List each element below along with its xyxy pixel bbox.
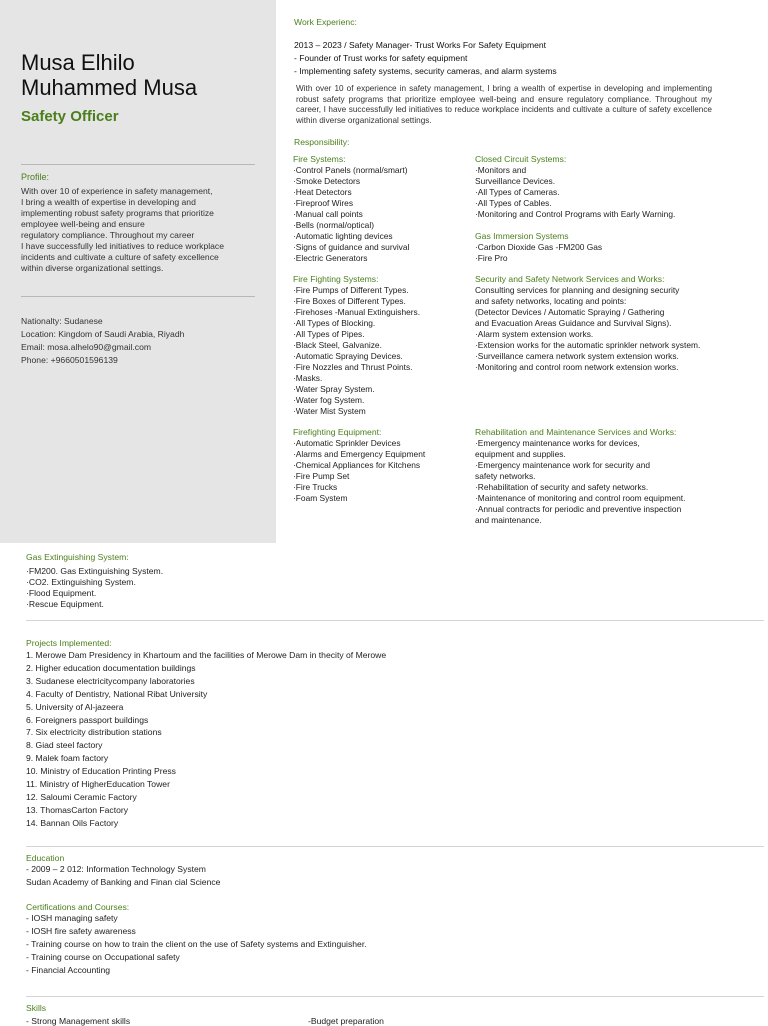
fire-fighting-systems-section xyxy=(293,274,469,417)
list-item: ·Maintenance of monitoring and control room equipment. xyxy=(475,493,686,503)
list-item: ·Electric Generators xyxy=(293,253,368,263)
cctv-section xyxy=(475,154,763,220)
profile-line: I bring a wealth of expertise in developing and xyxy=(21,197,196,207)
gas-extinguishing-section xyxy=(26,552,163,610)
section-heading: Fire Fighting Systems: xyxy=(293,274,379,284)
list-item: ·Annual contracts for periodic and preventive inspection xyxy=(475,504,682,514)
skills-heading: Skills xyxy=(26,1003,47,1013)
contact-block xyxy=(21,315,271,367)
list-item: ·All Types of Pipes. xyxy=(293,329,365,339)
section-heading: Education xyxy=(26,853,65,863)
profile-line: incidents and cultivate a culture of safety excellence xyxy=(21,252,219,262)
list-item: ·Bells (normal/optical) xyxy=(293,220,374,230)
list-item: 3. Sudanese electricitycompany laboratories xyxy=(26,675,195,686)
list-item: - IOSH fire safety awareness xyxy=(26,925,136,936)
list-item: - IOSH managing safety xyxy=(26,913,118,923)
name-line-2: Muhammed Musa xyxy=(21,75,198,100)
list-item: ·Automatic Sprinkler Devices xyxy=(293,438,401,448)
list-item: (Detector Devices / Automatic Spraying / Gathering xyxy=(475,307,665,317)
section-heading: Gas Extinguishing System: xyxy=(26,552,129,562)
list-item: 11. Ministry of HigherEducation Tower xyxy=(26,779,170,790)
list-item: ·Extension works for the automatic sprinkler network system. xyxy=(475,340,701,350)
list-item: 4. Faculty of Dentistry, National Ribat University xyxy=(26,688,208,699)
profile-line: implementing robust safety programs that prioritize xyxy=(21,208,214,218)
rehabilitation-section xyxy=(475,427,763,526)
list-item: ·Control Panels (normal/smart) xyxy=(293,165,408,175)
list-item: ·Water Mist System xyxy=(293,406,366,416)
list-item: ·Fire Pro xyxy=(475,253,508,263)
list-item: 5. University of Al-jazeera xyxy=(26,701,124,712)
list-item: ·CO2. Extinguishing System. xyxy=(26,577,136,587)
list-item: ·Emergency maintenance works for devices, xyxy=(475,438,640,448)
list-item: 6. Foreigners passport buildings xyxy=(26,714,149,725)
list-item: 8. Giad steel factory xyxy=(26,740,103,751)
list-item: ·Fire Boxes of Different Types. xyxy=(293,296,406,306)
work-experience-heading: Work Experienc: xyxy=(294,17,357,27)
responsibility-heading: Responsibility: xyxy=(294,137,350,147)
section-heading: Closed Circuit Systems: xyxy=(475,154,567,164)
list-item: 2. Higher education documentation buildings xyxy=(26,662,196,673)
list-item: ·Fire Pumps of Different Types. xyxy=(293,285,409,295)
sidebar xyxy=(0,0,276,543)
list-item: ·Monitoring and control room network extension works. xyxy=(475,362,679,372)
list-item: ·All Types of Cameras. xyxy=(475,187,560,197)
list-item: ·Heat Detectors xyxy=(293,187,352,197)
list-item: ·Emergency maintenance work for security and xyxy=(475,460,651,470)
profile-line: I have successfully led initiatives to reduce workplace xyxy=(21,241,225,251)
profile-text xyxy=(21,186,266,274)
gas-immersion-section xyxy=(475,231,763,264)
network-services-section xyxy=(475,274,763,373)
list-item: ·Fire Trucks xyxy=(293,482,338,492)
projects-section xyxy=(26,638,386,830)
list-item: - Training course on how to train the client on the use of Safety systems and Extinguisher. xyxy=(26,938,367,949)
list-item: ·Fire Nozzles and Thrust Points. xyxy=(293,362,413,372)
list-item: 14. Bannan Oils Factory xyxy=(26,817,119,828)
divider xyxy=(21,296,255,297)
list-item: and safety networks, locating and points: xyxy=(475,296,627,306)
list-item: 9. Malek foam factory xyxy=(26,753,109,764)
list-item: ·Foam System xyxy=(293,493,348,503)
email[interactable]: Email: mosa.alhelo90@gmail.com xyxy=(21,342,152,352)
list-item: Sudan Academy of Banking and Finan cial Science xyxy=(26,876,221,887)
work-line-2: - Founder of Trust works for safety equipment xyxy=(294,53,468,63)
list-item: 7. Six electricity distribution stations xyxy=(26,727,162,738)
list-item: ·Rescue Equipment. xyxy=(26,599,104,609)
location: Location: Kingdom of Saudi Arabia, Riyadh xyxy=(21,329,185,339)
list-item: - Training course on Occupational safety xyxy=(26,951,180,962)
list-item: - 2009 – 2 012: Information Technology System xyxy=(26,864,206,874)
list-item: Surveillance Devices. xyxy=(475,176,556,186)
list-item: 1. Merowe Dam Presidency in Khartoum and the facilities of Merowe Dam in thecity of Merowe xyxy=(26,650,387,660)
profile-heading: Profile: xyxy=(21,172,50,182)
work-line-3: - Implementing safety systems, security cameras, and alarm systems xyxy=(294,66,557,76)
list-item: ·Carbon Dioxide Gas -FM200 Gas xyxy=(475,242,603,252)
list-item: ·Monitoring and Control Programs with Early Warning. xyxy=(475,209,676,219)
list-item: 12. Saloumi Ceramic Factory xyxy=(26,791,137,802)
list-item: ·Water fog System. xyxy=(293,395,365,405)
list-item: and maintenance. xyxy=(475,515,542,525)
section-heading: Gas Immersion Systems xyxy=(475,231,569,241)
list-item: ·FM200. Gas Extinguishing System. xyxy=(26,566,164,576)
divider xyxy=(26,996,764,997)
profile-line: regulatory compliance. Throughout my career xyxy=(21,230,195,240)
list-item: ·Chemical Appliances for Kitchens xyxy=(293,460,421,470)
list-item: ·Black Steel, Galvanize. xyxy=(293,340,382,350)
list-item: ·Fire Pump Set xyxy=(293,471,350,481)
section-heading: Security and Safety Network Services and Works: xyxy=(475,274,665,284)
list-item: ·Smoke Detectors xyxy=(293,176,361,186)
divider xyxy=(21,164,255,165)
list-item: ·Masks. xyxy=(293,373,323,383)
list-item: ·All Types of Cables. xyxy=(475,198,552,208)
person-name xyxy=(21,50,271,100)
education-section xyxy=(26,853,220,889)
fire-systems-section xyxy=(293,154,469,264)
list-item: ·Automatic Spraying Devices. xyxy=(293,351,403,361)
list-item: ·Fireproof Wires xyxy=(293,198,354,208)
list-item: ·Automatic lighting devices xyxy=(293,231,393,241)
list-item: safety networks. xyxy=(475,471,536,481)
profile-line: employee well-being and ensure xyxy=(21,219,145,229)
section-heading: Certifications and Courses: xyxy=(26,902,130,912)
list-item: - Financial Accounting xyxy=(26,964,111,975)
profile-line: within diverse organizational settings. xyxy=(21,263,164,273)
skill-item: -Budget preparation xyxy=(308,1016,384,1026)
list-item: ·Water Spray System. xyxy=(293,384,375,394)
list-item: 10. Ministry of Education Printing Press xyxy=(26,766,176,777)
list-item: ·Manual call points xyxy=(293,209,363,219)
list-item: ·Surveillance camera network system extension works. xyxy=(475,351,679,361)
firefighting-equipment-section xyxy=(293,427,469,504)
list-item: ·Alarms and Emergency Equipment xyxy=(293,449,426,459)
work-summary: With over 10 of experience in safety management, I bring a wealth of expertise in developing and implementing robust safety programs that prioritize employee well-being and ensure regulatory compliance. Throughout my career, I have successfully led initiatives to reduce workplace incidents and cultivate a culture of safety excellence within diverse organizational settings. xyxy=(296,84,712,125)
list-item: 13. ThomasCarton Factory xyxy=(26,804,129,815)
list-item: ·Alarm system extension works. xyxy=(475,329,594,339)
list-item: Consulting services for planning and designing security xyxy=(475,285,680,295)
section-heading: Projects Implemented: xyxy=(26,638,112,648)
section-heading: Rehabilitation and Maintenance Services and Works: xyxy=(475,427,677,437)
list-item: ·Firehoses -Manual Extinguishers. xyxy=(293,307,421,317)
divider xyxy=(26,846,764,847)
divider xyxy=(26,620,764,621)
work-line-1: 2013 – 2023 / Safety Manager- Trust Works For Safety Equipment xyxy=(294,40,547,50)
list-item: ·Monitors and xyxy=(475,165,527,175)
list-item: ·Rehabilitation of security and safety networks. xyxy=(475,482,649,492)
section-heading: Fire Systems: xyxy=(293,154,346,164)
section-heading: Firefighting Equipment: xyxy=(293,427,382,437)
certifications-section xyxy=(26,902,367,977)
name-line-1: Musa Elhilo xyxy=(21,50,135,75)
skill-item: - Strong Management skills xyxy=(26,1016,131,1026)
list-item: equipment and supplies. xyxy=(475,449,566,459)
phone[interactable]: Phone: +9660501596139 xyxy=(21,355,118,365)
list-item: ·Flood Equipment. xyxy=(26,588,97,598)
profile-line: With over 10 of experience in safety management, xyxy=(21,186,213,196)
list-item: ·Signs of guidance and survival xyxy=(293,242,410,252)
job-title: Safety Officer xyxy=(21,108,119,125)
nationality: Nationalty: Sudanese xyxy=(21,316,103,326)
list-item: ·All Types of Blocking. xyxy=(293,318,376,328)
list-item: and Evacuation Areas Guidance and Survival Signs). xyxy=(475,318,672,328)
